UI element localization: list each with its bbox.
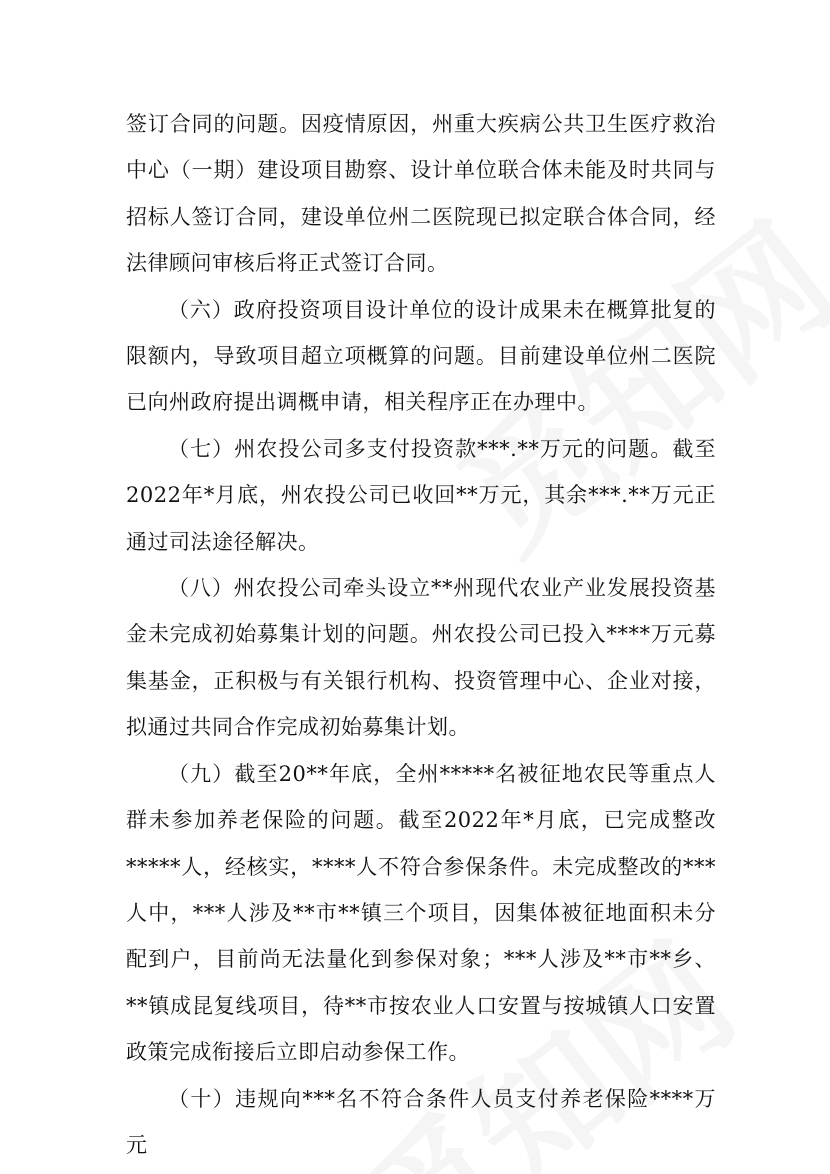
paragraph-item-10: （十）违规向***名不符合条件人员支付养老保险****万元	[126, 1086, 716, 1157]
paragraph-item-8: （八）州农投公司牵头设立**州现代农业产业发展投资基金未完成初始募集计划的问题。州农投公司已投入****万元募集基金，正积极与有关银行机构、投资管理中心、企业对接，拟通过共同合作完成初始募集计划。	[126, 576, 716, 740]
paragraph-continuation: 签订合同的问题。因疫情原因，州重大疾病公共卫生医疗救治中心（一期）建设项目勘察、设计单位联合体未能及时共同与招标人签订合同，建设单位州二医院现已拟定联合体合同，经法律顾问审核后将正式签订合同。	[126, 112, 716, 276]
paragraph-item-9: （九）截至20**年底，全州*****名被征地农民等重点人群未参加养老保险的问题。截至2022年*月底，已完成整改*****人，经核实，****人不符合参保条件。未完成整改的***人中，***人涉及**市**镇三个项目，因集体被征地面积未分配到户，目前尚无法量化到参保对象；***人涉及**市**乡、**镇成昆复线项目，待**市按农业人口安置与按城镇人口安置政策完成衔接后立即启动参保工作。	[126, 761, 716, 1065]
paragraph-item-7: （七）州农投公司多支付投资款***.**万元的问题。截至2022年*月底，州农投公司已收回**万元，其余***.**万元正通过司法途径解决。	[126, 436, 716, 554]
document-body	[126, 101, 716, 1168]
paragraph-item-6: （六）政府投资项目设计单位的设计成果未在概算批复的限额内，导致项目超立项概算的问题。目前建设单位州二医院已向州政府提出调概申请，相关程序正在办理中。	[126, 297, 716, 415]
